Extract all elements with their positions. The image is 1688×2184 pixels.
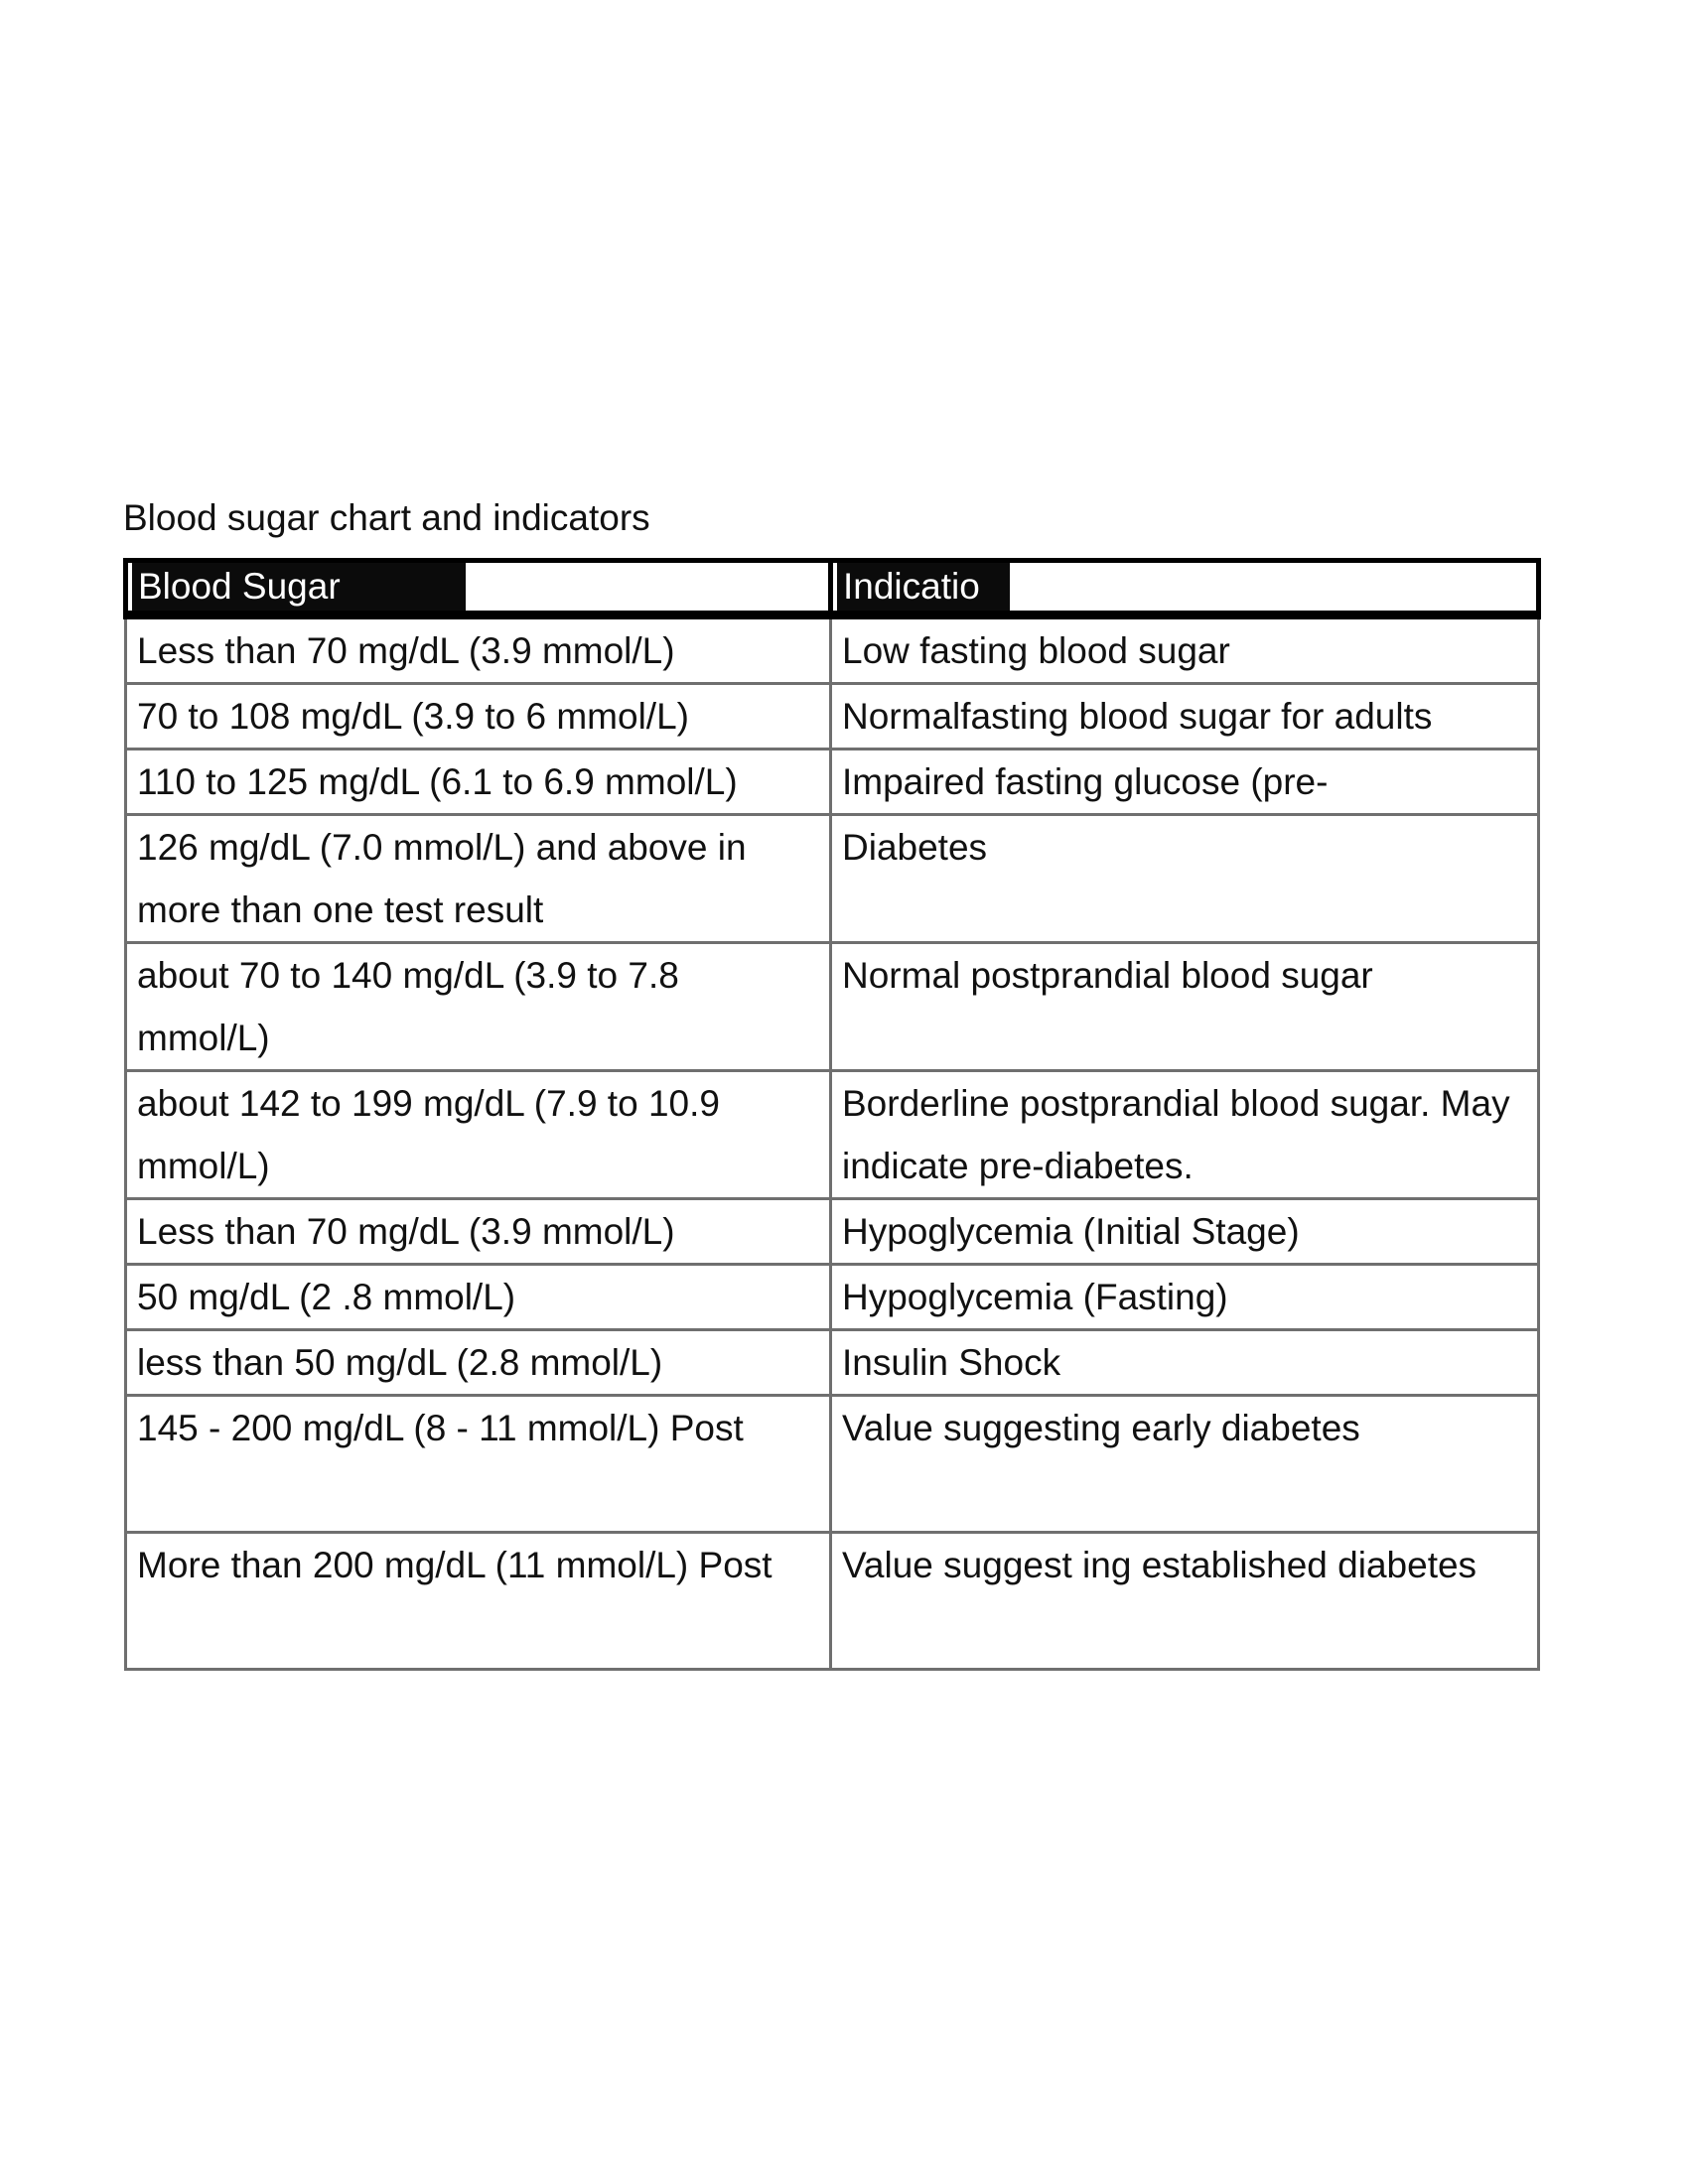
table-row <box>126 1533 1539 1670</box>
table-row <box>126 1199 1539 1265</box>
indication-cell: Hypoglycemia (Initial Stage) <box>831 1199 1539 1265</box>
blood-sugar-cell: More than 200 mg/dL (11 mmol/L) Post <box>126 1533 831 1670</box>
table-row <box>126 1396 1539 1533</box>
blood-sugar-cell: less than 50 mg/dL (2.8 mmol/L) <box>126 1330 831 1396</box>
table-row <box>126 615 1539 684</box>
table-row <box>126 1330 1539 1396</box>
blood-sugar-cell: 126 mg/dL (7.0 mmol/L) and above in more than one test result <box>126 815 831 943</box>
header-indication <box>831 561 1539 615</box>
table-row <box>126 815 1539 943</box>
blood-sugar-cell: about 70 to 140 mg/dL (3.9 to 7.8 mmol/L) <box>126 943 831 1071</box>
header-blood-sugar <box>126 561 831 615</box>
header-blood-sugar-label: Blood Sugar <box>132 563 466 611</box>
document-title: Blood sugar chart and indicators <box>123 497 650 538</box>
indication-cell: Value suggest ing established diabetes <box>831 1533 1539 1670</box>
indication-cell: Diabetes <box>831 815 1539 943</box>
table-row <box>126 684 1539 750</box>
indication-cell: Borderline postprandial blood sugar. May indicate pre-diabetes. <box>831 1071 1539 1199</box>
blood-sugar-cell: 110 to 125 mg/dL (6.1 to 6.9 mmol/L) <box>126 750 831 815</box>
blood-sugar-cell: 145 - 200 mg/dL (8 - 11 mmol/L) Post <box>126 1396 831 1533</box>
blood-sugar-cell: 70 to 108 mg/dL (3.9 to 6 mmol/L) <box>126 684 831 750</box>
indication-cell: Low fasting blood sugar <box>831 615 1539 684</box>
blood-sugar-table <box>123 558 1541 1671</box>
blood-sugar-cell: about 142 to 199 mg/dL (7.9 to 10.9 mmol/L) <box>126 1071 831 1199</box>
table-row <box>126 1265 1539 1330</box>
table-row <box>126 943 1539 1071</box>
table-header-row <box>126 561 1539 615</box>
table-row <box>126 1071 1539 1199</box>
blood-sugar-cell: Less than 70 mg/dL (3.9 mmol/L) <box>126 1199 831 1265</box>
indication-cell: Insulin Shock <box>831 1330 1539 1396</box>
indication-cell: Value suggesting early diabetes <box>831 1396 1539 1533</box>
indication-cell: Normalfasting blood sugar for adults <box>831 684 1539 750</box>
blood-sugar-cell: 50 mg/dL (2 .8 mmol/L) <box>126 1265 831 1330</box>
indication-cell: Impaired fasting glucose (pre- <box>831 750 1539 815</box>
table-row <box>126 750 1539 815</box>
indication-cell: Normal postprandial blood sugar <box>831 943 1539 1071</box>
indication-cell: Hypoglycemia (Fasting) <box>831 1265 1539 1330</box>
header-indication-label: Indicatio <box>837 563 1010 611</box>
blood-sugar-cell: Less than 70 mg/dL (3.9 mmol/L) <box>126 615 831 684</box>
